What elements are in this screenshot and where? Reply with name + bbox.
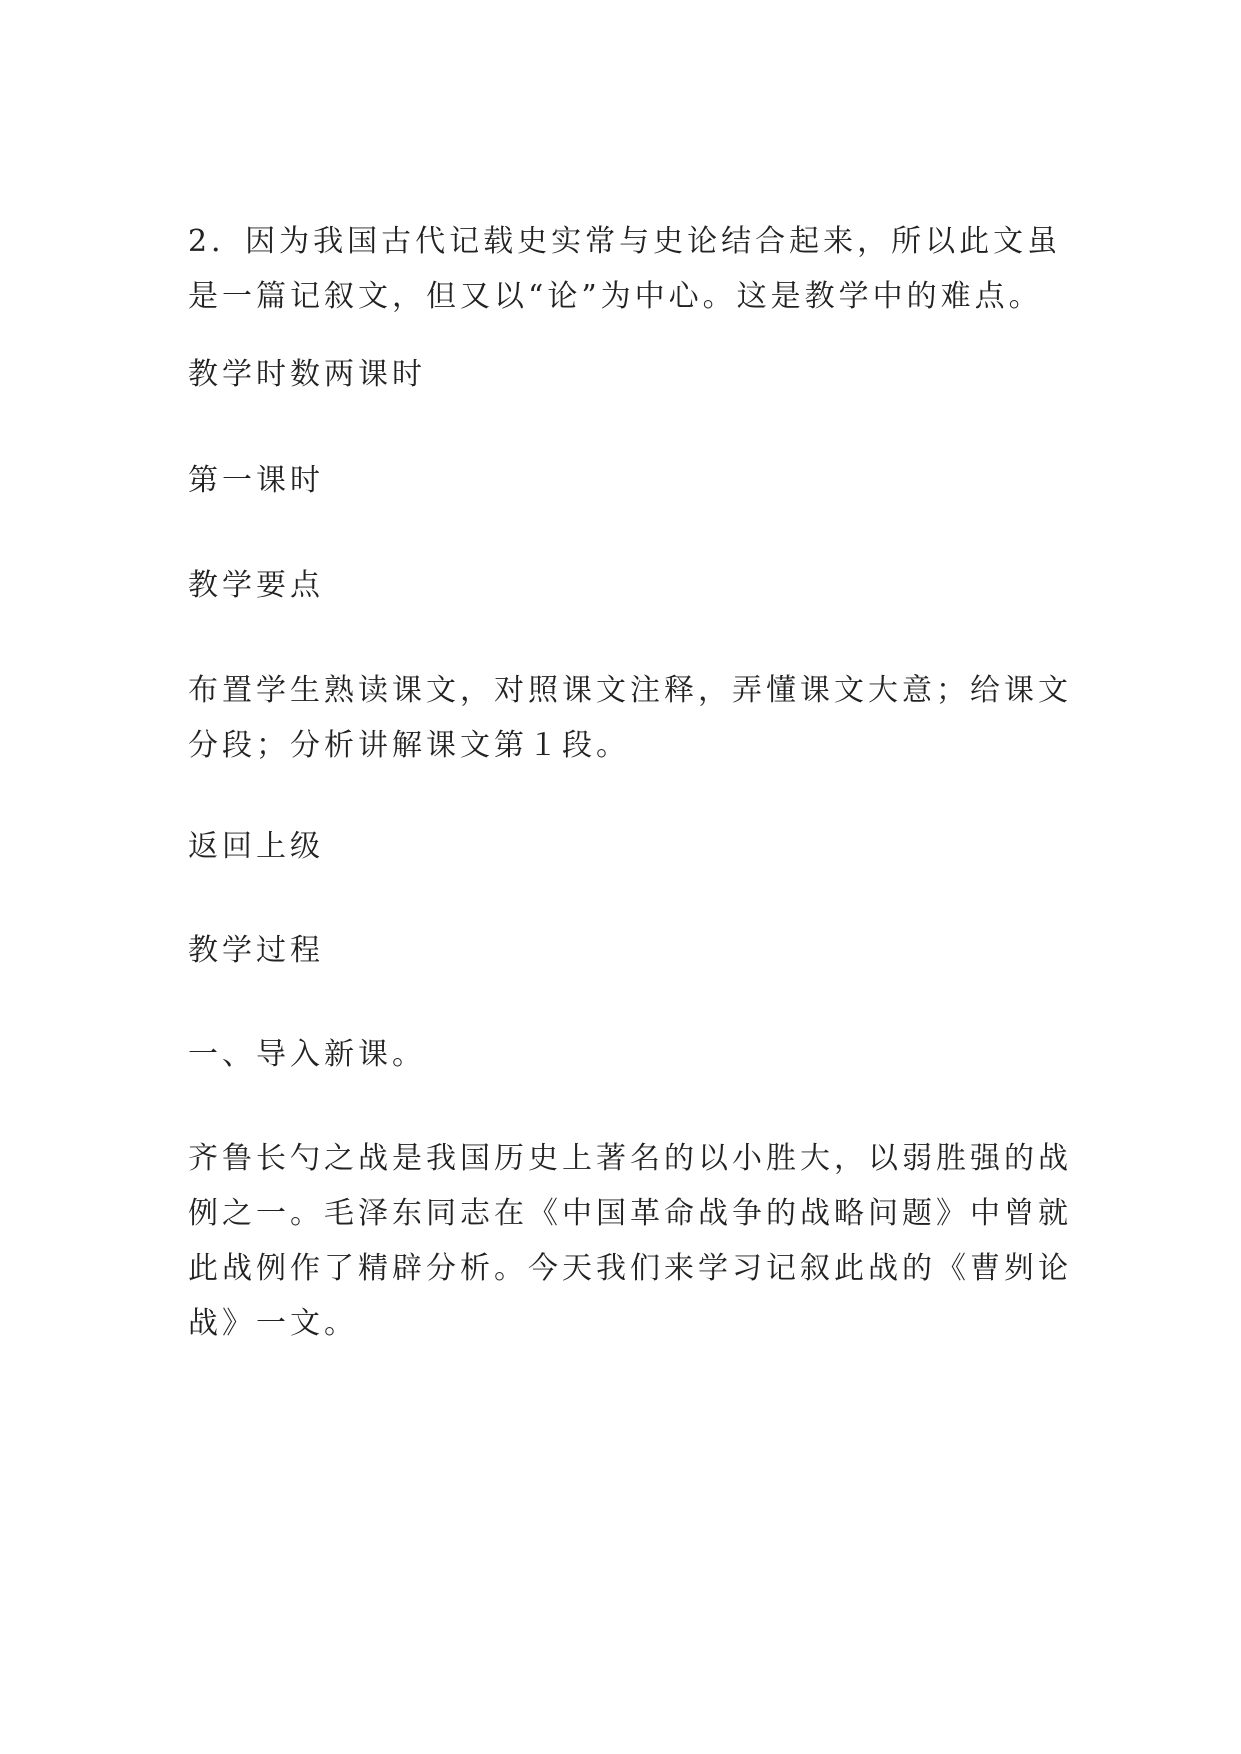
text-line: 例之一。毛泽东同志在《中国革命战争的战略问题》中曾就 [188,1196,1072,1231]
text-line: 战》一文。 [188,1306,358,1341]
paragraph-difficulty-note [188,214,1068,324]
text-line: 教学过程 [188,933,324,968]
text-line: 齐鲁长勺之战是我国历史上著名的以小胜大，以弱胜强的战 [188,1141,1072,1176]
text-line: 一、导入新课。 [188,1037,426,1072]
paragraph-teaching-hours [188,347,1068,402]
text-line: 是一篇记叙文，但又以“论”为中心。这是教学中的难点。 [188,279,1043,314]
heading-teaching-process [188,923,1068,978]
paragraph-introduction [188,1131,1072,1351]
text-line: 第一课时 [188,463,324,498]
paragraph-teaching-points [188,663,1072,773]
text-line: 返回上级 [188,829,324,864]
text-line: 2．因为我国古代记载史实常与史论结合起来，所以此文虽 [188,224,1062,259]
text-line: 布置学生熟读课文，对照课文注释，弄懂课文大意；给课文 [188,673,1072,708]
heading-teaching-points [188,558,1068,613]
text-line: 教学时数两课时 [188,357,426,392]
heading-first-lesson [188,453,1068,508]
text-line: 教学要点 [188,568,324,603]
back-to-parent-text [188,819,1068,874]
text-line: 分段；分析讲解课文第１段。 [188,728,630,763]
text-line: 此战例作了精辟分析。今天我们来学习记叙此战的《曹刿论 [188,1251,1072,1286]
heading-introduction [188,1027,1068,1082]
